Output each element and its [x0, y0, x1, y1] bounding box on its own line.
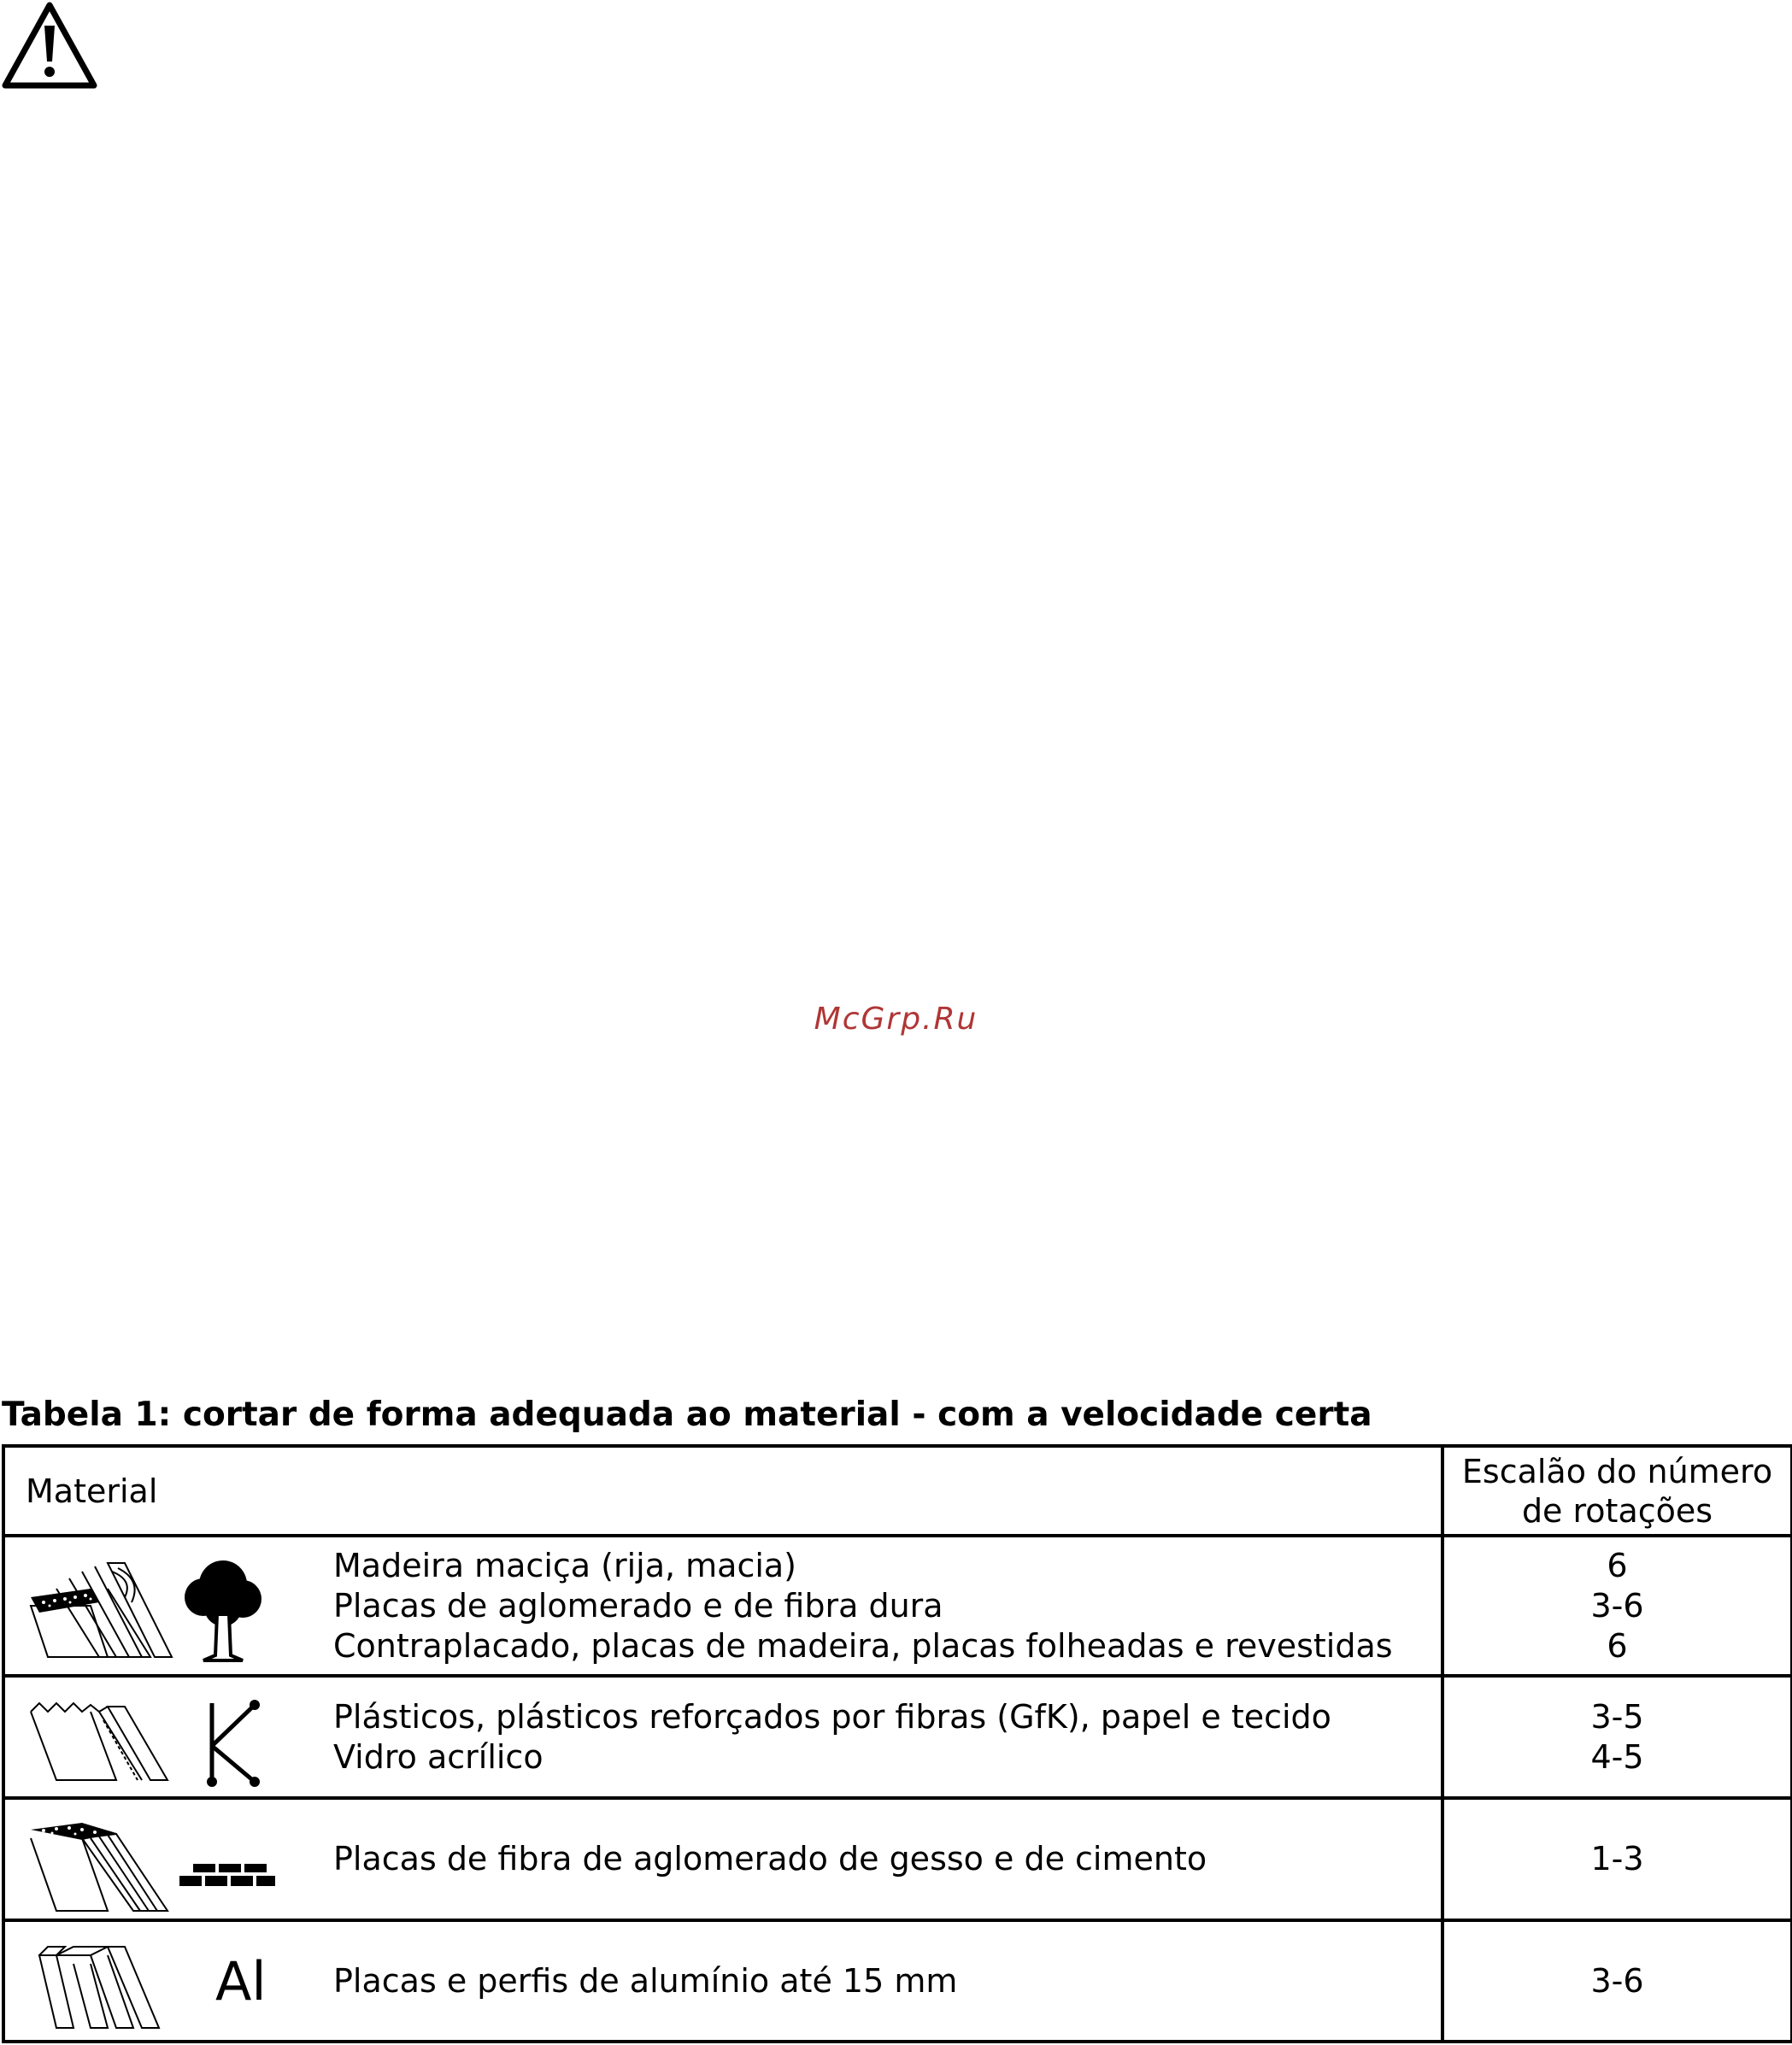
table-title: Tabela 1: cortar de forma adequada ao material - com a velocidade certa: [2, 1396, 1372, 1434]
material-cell: [3, 1676, 1442, 1798]
aluminium-profiles-icon: [22, 1930, 202, 2032]
material-cell: [3, 1798, 1442, 1920]
aluminium-label: Al: [215, 1949, 267, 2013]
material-line: Placas de fibra de aglomerado de gesso e de cimento: [333, 1840, 1207, 1878]
material-cell: [3, 1920, 1442, 2042]
header-material: Material: [3, 1446, 1442, 1536]
material-line: Contraplacado, placas de madeira, placas folheadas e revestidas: [333, 1626, 1393, 1665]
plastic-sheets-k-icon: [22, 1686, 279, 1789]
material-cell: [3, 1536, 1442, 1676]
speed-range-value: 1-3: [1590, 1840, 1644, 1878]
header-speed-range: [1442, 1446, 1792, 1536]
speed-range-value: 6: [1607, 1546, 1628, 1584]
material-line: Plásticos, plásticos reforçados por fibras (GfK), papel e tecido: [333, 1697, 1331, 1736]
speed-range-cell: [1442, 1920, 1792, 2042]
wood-boards-tree-icon: [22, 1546, 279, 1666]
gypsum-boards-bricks-icon: [22, 1804, 279, 1915]
speed-range-value: 3-6: [1590, 1586, 1644, 1625]
table-header-row: [3, 1446, 1792, 1536]
material-line: Placas de aglomerado e de fibra dura: [333, 1586, 943, 1625]
speed-range-cell: [1442, 1798, 1792, 1920]
material-line: Placas e perfis de alumínio até 15 mm: [333, 1961, 958, 2000]
table-row: [3, 1536, 1792, 1676]
speed-range-value: 4-5: [1590, 1737, 1644, 1776]
material-speed-table: [2, 1444, 1792, 2043]
material-line: Vidro acrílico: [333, 1737, 543, 1776]
header-range-line2: de rotações: [1521, 1491, 1713, 1530]
watermark: McGrp.Ru: [814, 1002, 978, 1037]
speed-range-value: 3-6: [1590, 1961, 1644, 2000]
speed-range-cell: [1442, 1536, 1792, 1676]
material-line: Madeira maciça (rija, macia): [333, 1546, 797, 1584]
header-range-line1: Escalão do número: [1461, 1452, 1773, 1490]
table-row: [3, 1676, 1792, 1798]
speed-range-value: 3-5: [1590, 1697, 1644, 1736]
table-row: [3, 1798, 1792, 1920]
speed-range-value: 6: [1607, 1626, 1628, 1665]
speed-range-cell: [1442, 1676, 1792, 1798]
table-row: [3, 1920, 1792, 2042]
warning-triangle-icon: [0, 0, 99, 92]
